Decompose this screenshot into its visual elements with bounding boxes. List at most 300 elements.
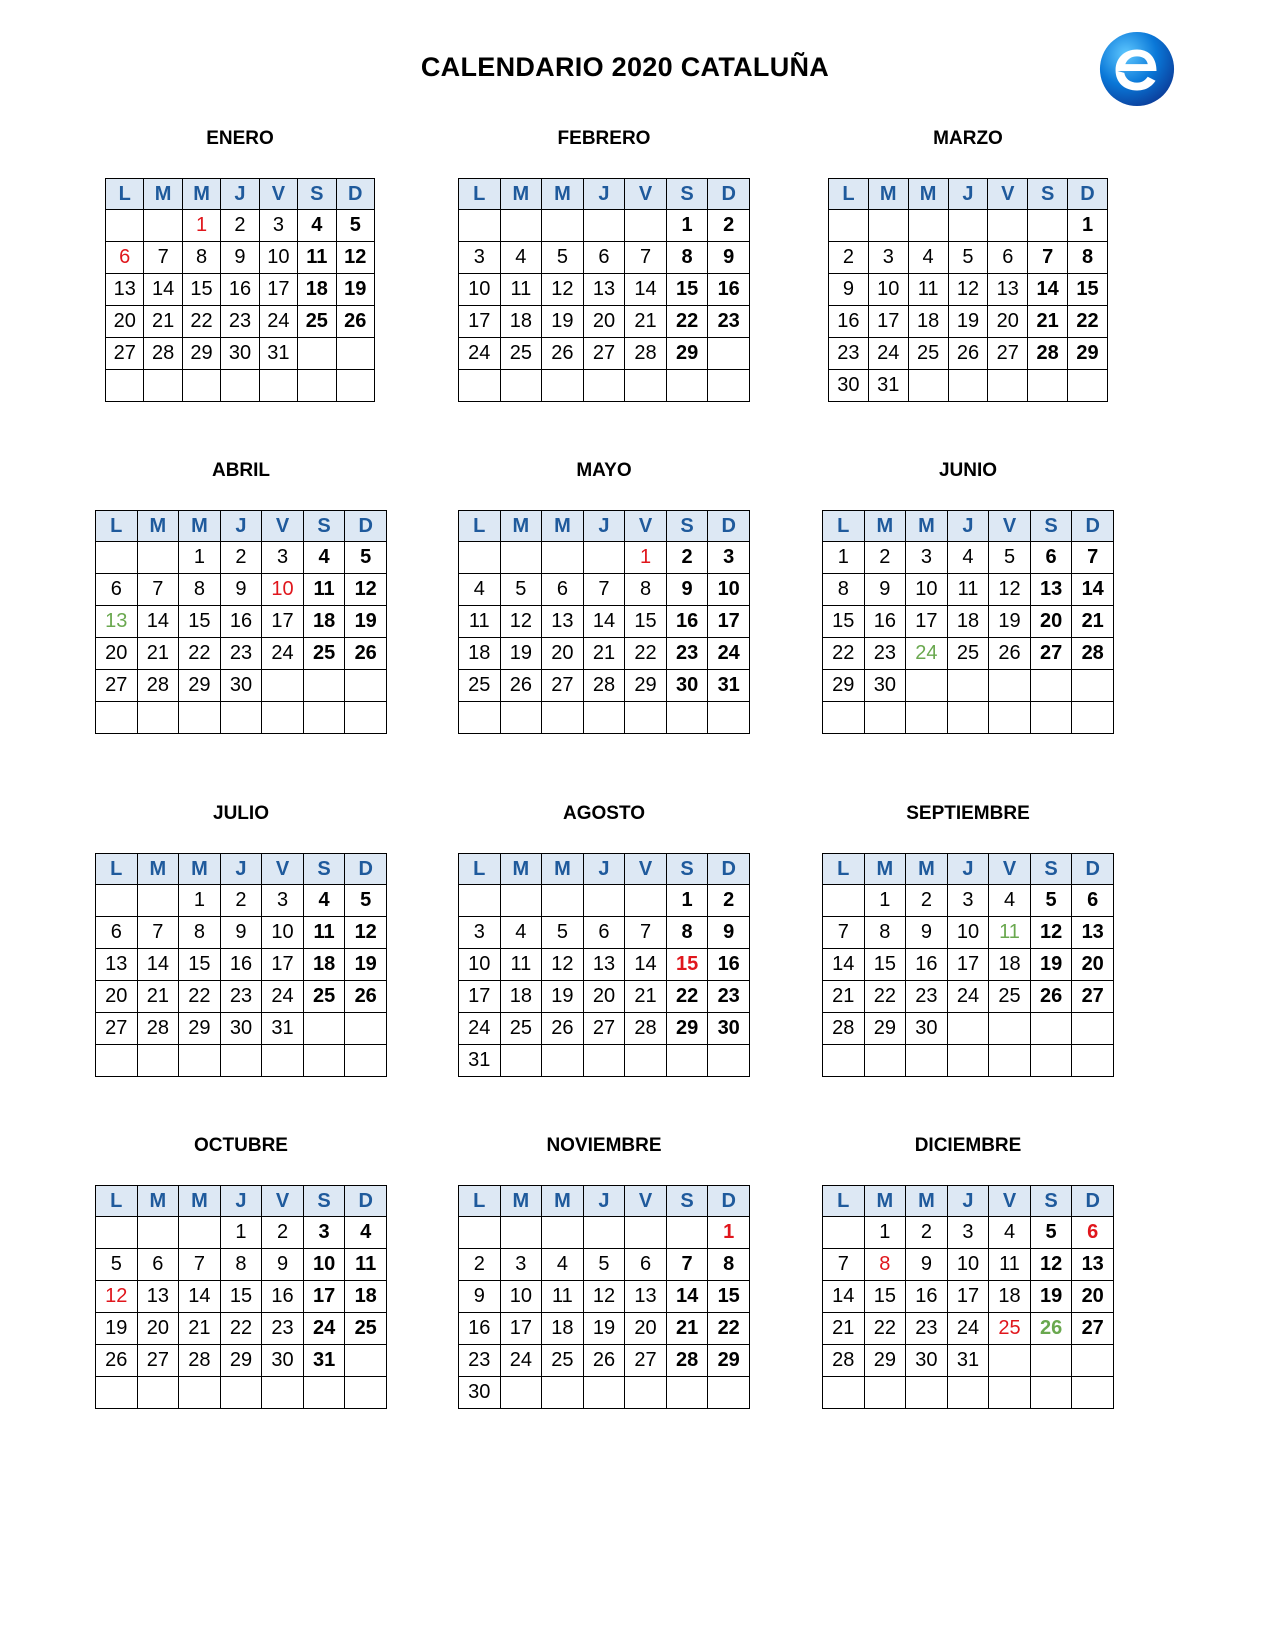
day-cell <box>1072 1045 1114 1077</box>
day-cell <box>708 702 750 734</box>
day-cell: 16 <box>708 274 750 306</box>
day-cell: 12 <box>542 274 584 306</box>
day-cell: 4 <box>542 1249 584 1281</box>
day-cell <box>179 1045 221 1077</box>
day-cell <box>500 370 542 402</box>
day-cell: 3 <box>303 1217 345 1249</box>
day-cell <box>1030 702 1072 734</box>
day-cell <box>625 1045 667 1077</box>
day-cell: 10 <box>500 1281 542 1313</box>
day-cell <box>542 1217 584 1249</box>
day-cell: 23 <box>221 306 259 338</box>
day-cell <box>708 338 750 370</box>
day-cell: 8 <box>625 574 667 606</box>
day-cell: 11 <box>989 917 1031 949</box>
day-cell <box>666 1217 708 1249</box>
month-table <box>822 853 1114 1077</box>
day-cell: 25 <box>500 338 542 370</box>
day-cell: 29 <box>179 1013 221 1045</box>
day-cell: 28 <box>666 1345 708 1377</box>
day-cell: 12 <box>989 574 1031 606</box>
day-cell: 23 <box>262 1313 304 1345</box>
day-cell <box>500 702 542 734</box>
day-cell: 16 <box>220 949 262 981</box>
day-cell: 23 <box>459 1345 501 1377</box>
day-cell: 23 <box>220 981 262 1013</box>
day-cell: 14 <box>823 949 865 981</box>
day-cell <box>500 1045 542 1077</box>
day-cell <box>947 1013 989 1045</box>
day-cell: 30 <box>221 338 259 370</box>
weekday-header: S <box>298 179 336 210</box>
weekday-header: D <box>1068 179 1108 210</box>
day-cell: 19 <box>989 606 1031 638</box>
day-cell: 14 <box>179 1281 221 1313</box>
day-cell: 19 <box>948 306 988 338</box>
day-cell: 11 <box>459 606 501 638</box>
day-cell <box>989 1013 1031 1045</box>
day-cell: 1 <box>1068 210 1108 242</box>
day-cell: 31 <box>459 1045 501 1077</box>
day-cell: 28 <box>137 1013 179 1045</box>
weekday-header: D <box>345 1186 387 1217</box>
day-cell <box>829 210 869 242</box>
day-cell: 16 <box>262 1281 304 1313</box>
day-cell <box>336 338 374 370</box>
day-cell <box>345 670 387 702</box>
day-cell: 21 <box>583 638 625 670</box>
day-cell <box>459 542 501 574</box>
weekday-header: D <box>708 854 750 885</box>
day-cell: 26 <box>345 981 387 1013</box>
day-cell: 10 <box>906 574 948 606</box>
weekday-header: M <box>906 1186 948 1217</box>
day-cell: 30 <box>708 1013 750 1045</box>
day-cell: 25 <box>989 981 1031 1013</box>
day-cell <box>989 1045 1031 1077</box>
day-cell: 24 <box>262 981 304 1013</box>
day-cell: 9 <box>906 1249 948 1281</box>
day-cell: 26 <box>500 670 542 702</box>
day-cell: 8 <box>708 1249 750 1281</box>
day-cell: 11 <box>303 917 345 949</box>
day-cell: 6 <box>583 242 625 274</box>
day-cell <box>345 1345 387 1377</box>
weekday-header: D <box>336 179 374 210</box>
day-cell: 29 <box>666 338 708 370</box>
day-cell: 13 <box>583 274 625 306</box>
weekday-header: S <box>666 1186 708 1217</box>
day-cell <box>220 1377 262 1409</box>
day-cell <box>303 702 345 734</box>
day-cell <box>500 210 542 242</box>
day-cell: 22 <box>182 306 220 338</box>
day-cell: 31 <box>303 1345 345 1377</box>
day-cell: 8 <box>220 1249 262 1281</box>
day-cell: 27 <box>96 670 138 702</box>
day-cell <box>96 702 138 734</box>
day-cell: 9 <box>829 274 869 306</box>
weekday-header: M <box>864 511 906 542</box>
month-table <box>95 1185 387 1409</box>
day-cell: 25 <box>542 1345 584 1377</box>
day-cell: 20 <box>1072 949 1114 981</box>
day-cell: 7 <box>625 242 667 274</box>
day-cell: 16 <box>708 949 750 981</box>
day-cell <box>583 1217 625 1249</box>
day-cell: 3 <box>906 542 948 574</box>
day-cell: 28 <box>823 1013 865 1045</box>
day-cell: 2 <box>220 542 262 574</box>
day-cell <box>459 885 501 917</box>
day-cell: 17 <box>262 949 304 981</box>
day-cell <box>500 1377 542 1409</box>
day-cell: 1 <box>666 210 708 242</box>
weekday-header: J <box>221 179 259 210</box>
day-cell: 1 <box>179 542 221 574</box>
day-cell <box>262 1045 304 1077</box>
day-cell: 12 <box>542 949 584 981</box>
day-cell: 25 <box>908 338 948 370</box>
day-cell: 9 <box>906 917 948 949</box>
day-cell <box>906 1377 948 1409</box>
day-cell: 11 <box>345 1249 387 1281</box>
day-cell <box>708 370 750 402</box>
day-cell: 26 <box>948 338 988 370</box>
weekday-header: L <box>106 179 144 210</box>
day-cell: 30 <box>666 670 708 702</box>
day-cell: 6 <box>542 574 584 606</box>
day-cell: 20 <box>106 306 144 338</box>
day-cell: 21 <box>179 1313 221 1345</box>
day-cell: 29 <box>625 670 667 702</box>
day-cell: 5 <box>542 242 584 274</box>
day-cell: 8 <box>823 574 865 606</box>
month-table <box>458 510 750 734</box>
day-cell: 19 <box>542 981 584 1013</box>
day-cell <box>345 702 387 734</box>
day-cell <box>666 1045 708 1077</box>
day-cell: 27 <box>1072 1313 1114 1345</box>
day-cell: 28 <box>823 1345 865 1377</box>
day-cell: 26 <box>345 638 387 670</box>
day-cell: 16 <box>459 1313 501 1345</box>
weekday-header: D <box>1072 511 1114 542</box>
day-cell: 30 <box>864 670 906 702</box>
day-cell: 27 <box>583 1013 625 1045</box>
day-cell: 29 <box>864 1013 906 1045</box>
day-cell: 19 <box>542 306 584 338</box>
day-cell <box>96 1377 138 1409</box>
day-cell: 15 <box>666 949 708 981</box>
day-cell: 16 <box>906 949 948 981</box>
day-cell <box>1072 1345 1114 1377</box>
day-cell <box>988 370 1028 402</box>
day-cell: 29 <box>823 670 865 702</box>
day-cell <box>96 885 138 917</box>
weekday-header: J <box>947 511 989 542</box>
day-cell: 15 <box>1068 274 1108 306</box>
day-cell <box>542 885 584 917</box>
month-table <box>828 178 1108 402</box>
day-cell: 7 <box>823 917 865 949</box>
day-cell: 30 <box>829 370 869 402</box>
day-cell: 10 <box>708 574 750 606</box>
day-cell: 10 <box>868 274 908 306</box>
day-cell: 11 <box>500 949 542 981</box>
day-cell: 24 <box>459 1013 501 1045</box>
day-cell: 14 <box>137 606 179 638</box>
day-cell: 10 <box>459 949 501 981</box>
day-cell <box>179 702 221 734</box>
day-cell: 27 <box>542 670 584 702</box>
month-name: ABRIL <box>211 460 271 481</box>
weekday-header: M <box>908 179 948 210</box>
day-cell <box>1072 702 1114 734</box>
day-cell <box>1030 1013 1072 1045</box>
day-cell: 22 <box>823 638 865 670</box>
day-cell <box>989 670 1031 702</box>
day-cell: 21 <box>823 981 865 1013</box>
day-cell <box>459 702 501 734</box>
day-cell: 21 <box>1072 606 1114 638</box>
day-cell <box>823 1377 865 1409</box>
page-title: CALENDARIO 2020 CATALUÑA <box>420 52 830 82</box>
day-cell: 6 <box>625 1249 667 1281</box>
weekday-header: J <box>583 179 625 210</box>
day-cell <box>625 885 667 917</box>
day-cell: 20 <box>137 1313 179 1345</box>
day-cell: 25 <box>947 638 989 670</box>
weekday-header: J <box>948 179 988 210</box>
day-cell: 14 <box>625 949 667 981</box>
day-cell <box>947 1377 989 1409</box>
day-cell: 26 <box>542 1013 584 1045</box>
day-cell: 21 <box>625 306 667 338</box>
day-cell: 11 <box>989 1249 1031 1281</box>
day-cell: 25 <box>459 670 501 702</box>
day-cell <box>906 670 948 702</box>
weekday-header: M <box>137 1186 179 1217</box>
day-cell: 16 <box>906 1281 948 1313</box>
day-cell: 24 <box>868 338 908 370</box>
weekday-header: V <box>625 511 667 542</box>
day-cell <box>708 1377 750 1409</box>
day-cell: 4 <box>989 885 1031 917</box>
day-cell: 2 <box>220 885 262 917</box>
weekday-header: M <box>500 511 542 542</box>
day-cell: 23 <box>666 638 708 670</box>
day-cell: 1 <box>708 1217 750 1249</box>
day-cell: 9 <box>864 574 906 606</box>
weekday-header: M <box>137 854 179 885</box>
day-cell: 6 <box>1030 542 1072 574</box>
day-cell: 1 <box>864 885 906 917</box>
day-cell: 11 <box>303 574 345 606</box>
day-cell: 23 <box>708 981 750 1013</box>
day-cell: 2 <box>906 885 948 917</box>
day-cell: 22 <box>625 638 667 670</box>
day-cell: 24 <box>500 1345 542 1377</box>
day-cell: 4 <box>947 542 989 574</box>
month-name: FEBRERO <box>557 128 651 149</box>
day-cell <box>583 210 625 242</box>
day-cell <box>345 1377 387 1409</box>
month-name: MARZO <box>933 128 1003 149</box>
weekday-header: L <box>96 854 138 885</box>
weekday-header: J <box>220 1186 262 1217</box>
day-cell: 19 <box>96 1313 138 1345</box>
weekday-header: M <box>542 179 584 210</box>
month-name: NOVIEMBRE <box>546 1135 662 1156</box>
day-cell: 10 <box>459 274 501 306</box>
weekday-header: D <box>708 511 750 542</box>
day-cell: 26 <box>96 1345 138 1377</box>
day-cell <box>1028 370 1068 402</box>
day-cell <box>137 1045 179 1077</box>
weekday-header: M <box>179 1186 221 1217</box>
weekday-header: M <box>906 511 948 542</box>
day-cell: 6 <box>1072 1217 1114 1249</box>
weekday-header: L <box>459 511 501 542</box>
day-cell <box>137 1377 179 1409</box>
day-cell: 28 <box>625 338 667 370</box>
day-cell <box>864 1377 906 1409</box>
day-cell <box>583 1377 625 1409</box>
weekday-header: S <box>1030 854 1072 885</box>
day-cell: 3 <box>500 1249 542 1281</box>
day-cell: 13 <box>137 1281 179 1313</box>
weekday-header: D <box>1072 1186 1114 1217</box>
day-cell: 18 <box>459 638 501 670</box>
weekday-header: L <box>459 1186 501 1217</box>
day-cell <box>303 1045 345 1077</box>
day-cell: 28 <box>137 670 179 702</box>
weekday-header: V <box>262 1186 304 1217</box>
day-cell: 9 <box>221 242 259 274</box>
day-cell: 1 <box>182 210 220 242</box>
day-cell: 16 <box>220 606 262 638</box>
day-cell: 23 <box>906 1313 948 1345</box>
day-cell: 19 <box>345 949 387 981</box>
day-cell: 12 <box>500 606 542 638</box>
day-cell: 5 <box>500 574 542 606</box>
day-cell: 11 <box>500 274 542 306</box>
weekday-header: D <box>345 854 387 885</box>
day-cell: 12 <box>583 1281 625 1313</box>
day-cell: 15 <box>864 1281 906 1313</box>
day-cell: 29 <box>864 1345 906 1377</box>
day-cell <box>303 1013 345 1045</box>
day-cell: 13 <box>96 606 138 638</box>
day-cell: 19 <box>500 638 542 670</box>
day-cell: 19 <box>345 606 387 638</box>
day-cell <box>1072 1013 1114 1045</box>
day-cell: 11 <box>542 1281 584 1313</box>
day-cell: 23 <box>220 638 262 670</box>
day-cell <box>1028 210 1068 242</box>
day-cell <box>137 1217 179 1249</box>
day-cell: 10 <box>947 917 989 949</box>
day-cell: 30 <box>220 1013 262 1045</box>
day-cell: 5 <box>989 542 1031 574</box>
day-cell: 14 <box>137 949 179 981</box>
day-cell: 25 <box>303 638 345 670</box>
day-cell: 22 <box>179 981 221 1013</box>
day-cell: 24 <box>708 638 750 670</box>
day-cell: 31 <box>708 670 750 702</box>
day-cell <box>1072 670 1114 702</box>
weekday-header: M <box>182 179 220 210</box>
day-cell: 7 <box>1028 242 1068 274</box>
day-cell: 15 <box>182 274 220 306</box>
day-cell <box>298 338 336 370</box>
day-cell: 13 <box>1072 1249 1114 1281</box>
weekday-header: M <box>500 854 542 885</box>
weekday-header: M <box>542 1186 584 1217</box>
day-cell: 10 <box>259 242 297 274</box>
day-cell <box>947 670 989 702</box>
day-cell <box>708 1045 750 1077</box>
day-cell: 2 <box>221 210 259 242</box>
day-cell: 30 <box>906 1013 948 1045</box>
day-cell: 24 <box>303 1313 345 1345</box>
day-cell: 30 <box>220 670 262 702</box>
day-cell <box>336 370 374 402</box>
day-cell <box>542 702 584 734</box>
day-cell: 9 <box>220 917 262 949</box>
day-cell <box>864 1045 906 1077</box>
weekday-header: S <box>1028 179 1068 210</box>
day-cell <box>500 1217 542 1249</box>
day-cell: 5 <box>345 885 387 917</box>
day-cell: 30 <box>906 1345 948 1377</box>
weekday-header: J <box>583 854 625 885</box>
month-table <box>105 178 375 402</box>
day-cell: 6 <box>106 242 144 274</box>
month-table <box>458 1185 750 1409</box>
day-cell: 1 <box>666 885 708 917</box>
weekday-header: M <box>144 179 182 210</box>
day-cell: 30 <box>262 1345 304 1377</box>
month-table <box>95 853 387 1077</box>
weekday-header: M <box>864 1186 906 1217</box>
weekday-header: V <box>262 511 304 542</box>
day-cell: 16 <box>864 606 906 638</box>
day-cell: 22 <box>220 1313 262 1345</box>
day-cell: 2 <box>262 1217 304 1249</box>
month-table <box>95 510 387 734</box>
weekday-header: V <box>989 1186 1031 1217</box>
day-cell <box>542 210 584 242</box>
day-cell: 6 <box>1072 885 1114 917</box>
day-cell <box>823 1045 865 1077</box>
day-cell: 28 <box>144 338 182 370</box>
day-cell <box>1030 670 1072 702</box>
day-cell <box>144 210 182 242</box>
day-cell: 18 <box>989 949 1031 981</box>
day-cell: 8 <box>179 917 221 949</box>
day-cell: 19 <box>583 1313 625 1345</box>
day-cell: 5 <box>1030 885 1072 917</box>
day-cell: 15 <box>666 274 708 306</box>
day-cell: 25 <box>500 1013 542 1045</box>
day-cell: 25 <box>345 1313 387 1345</box>
day-cell: 13 <box>625 1281 667 1313</box>
day-cell <box>500 542 542 574</box>
day-cell: 13 <box>106 274 144 306</box>
weekday-header: M <box>500 179 542 210</box>
